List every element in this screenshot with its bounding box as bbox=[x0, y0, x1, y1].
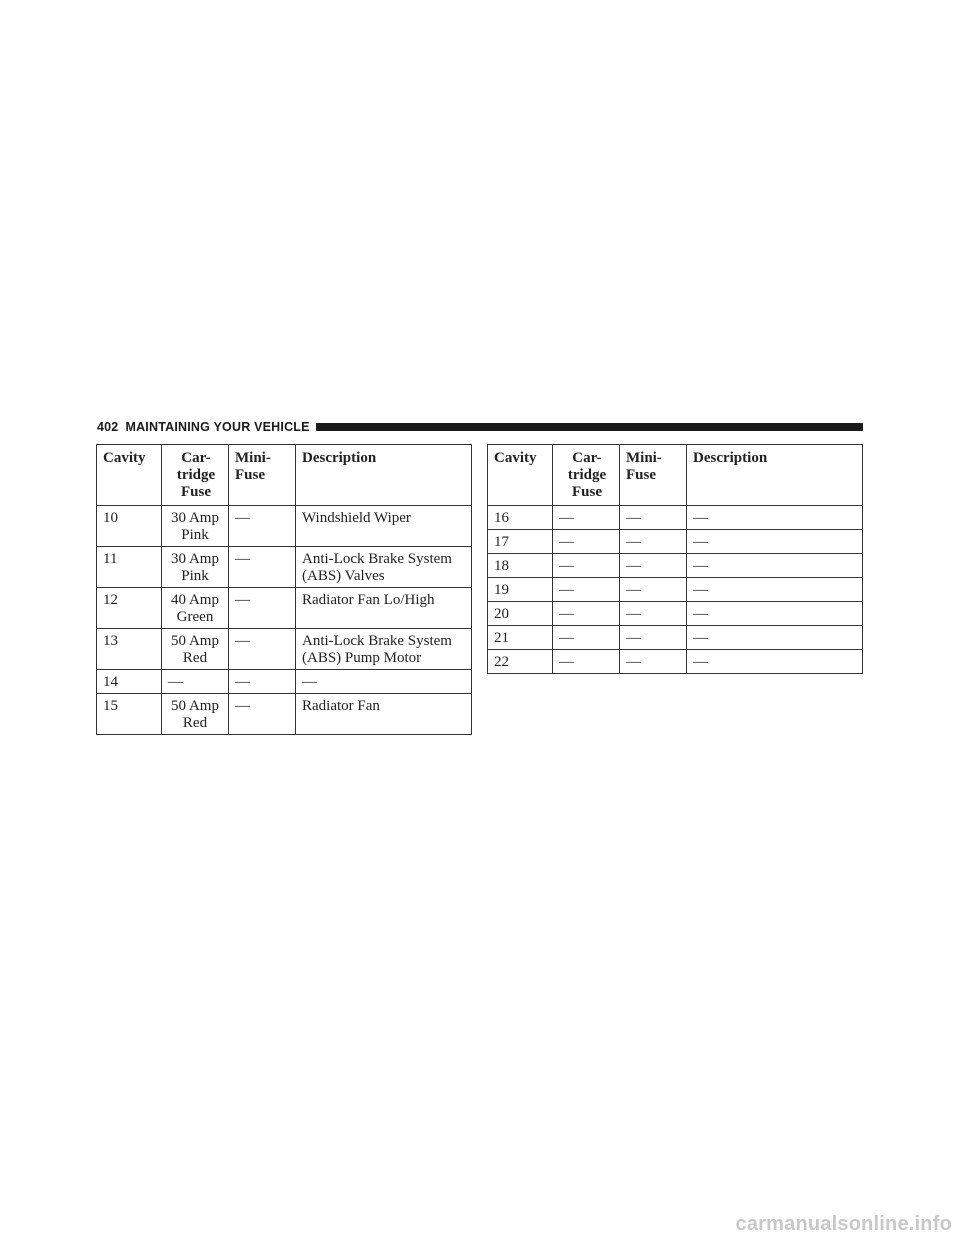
header-cavity: Cavity bbox=[488, 445, 553, 506]
header-line: Car- bbox=[181, 450, 211, 466]
section-title: MAINTAINING YOUR VEHICLE bbox=[125, 420, 310, 434]
cell-cartridge-fuse bbox=[553, 506, 620, 530]
header-mini-fuse bbox=[229, 445, 296, 506]
cell-line: 30 Amp bbox=[171, 551, 219, 567]
table-row bbox=[97, 588, 472, 629]
cell-cavity: 15 bbox=[97, 694, 162, 735]
cell-description bbox=[296, 670, 472, 694]
cell-mini-fuse: — bbox=[620, 554, 687, 578]
cell-mini-fuse: — bbox=[229, 588, 296, 629]
cell-line: 30 Amp bbox=[171, 510, 219, 526]
cell-cartridge-fuse bbox=[553, 650, 620, 674]
table-row bbox=[488, 530, 863, 554]
header-line: Mini- bbox=[235, 450, 271, 466]
cell-line: Anti-Lock Brake System bbox=[302, 633, 452, 649]
cell-description bbox=[296, 694, 472, 735]
cell-cartridge-fuse bbox=[553, 602, 620, 626]
cell-line: Red bbox=[182, 650, 208, 666]
header-cavity: Cavity bbox=[97, 445, 162, 506]
cell-line: — bbox=[559, 654, 574, 670]
fuse-table-left bbox=[96, 444, 472, 735]
cell-cartridge-fuse bbox=[553, 578, 620, 602]
page-header bbox=[97, 418, 863, 436]
cell-cartridge-fuse bbox=[162, 506, 229, 547]
cell-cavity: 16 bbox=[488, 506, 553, 530]
cell-mini-fuse: — bbox=[229, 694, 296, 735]
cell-cavity: 21 bbox=[488, 626, 553, 650]
header-line: Fuse bbox=[626, 467, 656, 483]
header-rule bbox=[316, 423, 863, 431]
table-row bbox=[488, 506, 863, 530]
cell-cavity: 20 bbox=[488, 602, 553, 626]
table-row bbox=[97, 547, 472, 588]
table-row bbox=[97, 670, 472, 694]
cell-line: 50 Amp bbox=[171, 698, 219, 714]
cell-line: — bbox=[693, 582, 708, 598]
cell-description bbox=[687, 530, 863, 554]
cell-line: — bbox=[693, 654, 708, 670]
cell-cavity: 14 bbox=[97, 670, 162, 694]
cell-cartridge-fuse bbox=[162, 629, 229, 670]
cell-cartridge-fuse bbox=[553, 554, 620, 578]
cell-line: — bbox=[693, 630, 708, 646]
table-row bbox=[97, 629, 472, 670]
cell-cavity: 11 bbox=[97, 547, 162, 588]
header-mini-fuse bbox=[620, 445, 687, 506]
cell-line: — bbox=[559, 582, 574, 598]
cell-mini-fuse: — bbox=[620, 506, 687, 530]
cell-line: — bbox=[693, 510, 708, 526]
cell-mini-fuse: — bbox=[229, 506, 296, 547]
table-row bbox=[488, 650, 863, 674]
cell-line: (ABS) Valves bbox=[302, 568, 385, 584]
cell-line: 40 Amp bbox=[171, 592, 219, 608]
cell-line: — bbox=[559, 534, 574, 550]
cell-line: — bbox=[559, 606, 574, 622]
cell-cartridge-fuse bbox=[553, 626, 620, 650]
cell-description bbox=[687, 554, 863, 578]
header-line: tridge bbox=[567, 467, 607, 483]
header-line: Car- bbox=[572, 450, 602, 466]
cell-mini-fuse: — bbox=[229, 547, 296, 588]
cell-mini-fuse: — bbox=[229, 629, 296, 670]
cell-description bbox=[296, 506, 472, 547]
table-row bbox=[97, 506, 472, 547]
fuse-table-right bbox=[487, 444, 863, 674]
cell-line: — bbox=[168, 674, 183, 690]
header-line: Fuse bbox=[181, 484, 211, 500]
cell-line: Radiator Fan Lo/High bbox=[302, 592, 435, 608]
cell-line: — bbox=[693, 606, 708, 622]
cell-mini-fuse: — bbox=[229, 670, 296, 694]
cell-cartridge-fuse bbox=[162, 588, 229, 629]
cell-line: — bbox=[693, 558, 708, 574]
cell-mini-fuse: — bbox=[620, 626, 687, 650]
cell-description bbox=[687, 650, 863, 674]
cell-line: Red bbox=[182, 715, 208, 731]
cell-line: Windshield Wiper bbox=[302, 510, 411, 526]
cell-cartridge-fuse bbox=[553, 530, 620, 554]
table-row bbox=[488, 626, 863, 650]
cell-cavity: 12 bbox=[97, 588, 162, 629]
cell-line: Pink bbox=[181, 568, 209, 584]
table-row bbox=[97, 694, 472, 735]
cell-description bbox=[296, 629, 472, 670]
cell-line: (ABS) Pump Motor bbox=[302, 650, 422, 666]
header-cartridge-fuse bbox=[162, 445, 229, 506]
cell-line: Radiator Fan bbox=[302, 698, 380, 714]
cell-mini-fuse: — bbox=[620, 578, 687, 602]
header-line: Fuse bbox=[572, 484, 602, 500]
cell-description bbox=[296, 547, 472, 588]
table-row bbox=[488, 554, 863, 578]
cell-description bbox=[296, 588, 472, 629]
cell-cavity: 13 bbox=[97, 629, 162, 670]
cell-line: — bbox=[693, 534, 708, 550]
cell-line: — bbox=[559, 510, 574, 526]
cell-cavity: 17 bbox=[488, 530, 553, 554]
watermark-text: carmanualsonline.info bbox=[735, 1213, 952, 1235]
cell-line: 50 Amp bbox=[171, 633, 219, 649]
cell-cavity: 10 bbox=[97, 506, 162, 547]
header-line: Fuse bbox=[235, 467, 265, 483]
cell-cartridge-fuse bbox=[162, 694, 229, 735]
cell-cavity: 18 bbox=[488, 554, 553, 578]
table-row bbox=[488, 602, 863, 626]
cell-cartridge-fuse bbox=[162, 670, 229, 694]
page-number: 402 bbox=[97, 420, 119, 434]
cell-line: Anti-Lock Brake System bbox=[302, 551, 452, 567]
cell-mini-fuse: — bbox=[620, 650, 687, 674]
cell-line: Green bbox=[176, 609, 214, 625]
cell-description bbox=[687, 506, 863, 530]
cell-description bbox=[687, 602, 863, 626]
cell-mini-fuse: — bbox=[620, 530, 687, 554]
cell-cartridge-fuse bbox=[162, 547, 229, 588]
cell-mini-fuse: — bbox=[620, 602, 687, 626]
table-header-row bbox=[97, 445, 472, 506]
header-description: Description bbox=[687, 445, 863, 506]
fuse-table-left-body bbox=[97, 506, 472, 735]
header-description: Description bbox=[296, 445, 472, 506]
cell-cavity: 22 bbox=[488, 650, 553, 674]
fuse-table-right-body bbox=[488, 506, 863, 674]
cell-cavity: 19 bbox=[488, 578, 553, 602]
table-header-row bbox=[488, 445, 863, 506]
cell-description bbox=[687, 626, 863, 650]
header-line: tridge bbox=[176, 467, 216, 483]
table-row bbox=[488, 578, 863, 602]
cell-description bbox=[687, 578, 863, 602]
header-cartridge-fuse bbox=[553, 445, 620, 506]
cell-line: — bbox=[302, 674, 317, 690]
cell-line: — bbox=[559, 558, 574, 574]
cell-line: Pink bbox=[181, 527, 209, 543]
cell-line: — bbox=[559, 630, 574, 646]
header-line: Mini- bbox=[626, 450, 662, 466]
